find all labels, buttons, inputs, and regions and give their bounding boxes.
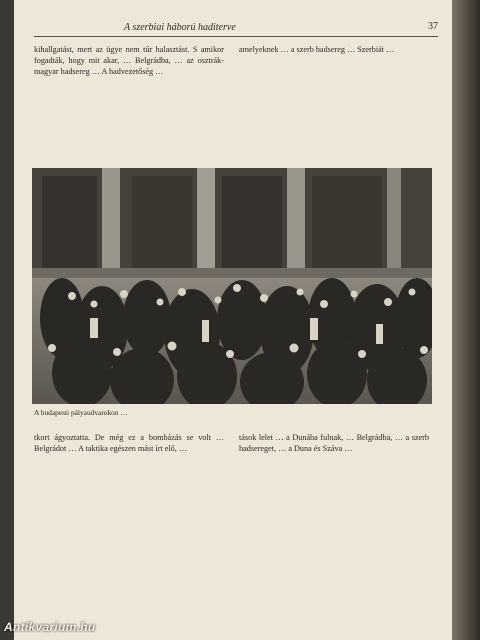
text-column-lower-left: tkort ágyoztatta. De még ez a bombázás se volt … Belgrádot … A taktika egészen mást írt elő, …: [34, 433, 224, 454]
crowd-photo-illustration: [32, 168, 432, 404]
text-column-upper-right: amelyeknek … a szerb hadsereg … Szerbiát …: [239, 45, 395, 54]
photo-caption: A budapesti pályaudvarokon …: [34, 408, 128, 417]
book-gutter: [452, 0, 480, 640]
page-number: 37: [428, 21, 438, 32]
station-facade: [32, 168, 432, 278]
text-column-upper-left: kihallgatást, mert az ügye nem tűr halasztást. S amikor fogadták, hogy mit akar, … Belgrádba, … az osztrák-magyar hadsereg … A hadvezetőség …: [34, 45, 224, 77]
text-column-lower-right: tások lelet … a Dunába fulnak, … Belgrádba, … a szerb hadsereget, … a Duna és Száva …: [239, 433, 429, 454]
watermark: Antikvarium.hu: [4, 620, 96, 634]
running-header: [34, 22, 438, 37]
running-head-title: A szerbiai háború haditerve: [124, 22, 236, 33]
book-page: [14, 0, 452, 640]
crowd-photograph: [32, 168, 432, 404]
